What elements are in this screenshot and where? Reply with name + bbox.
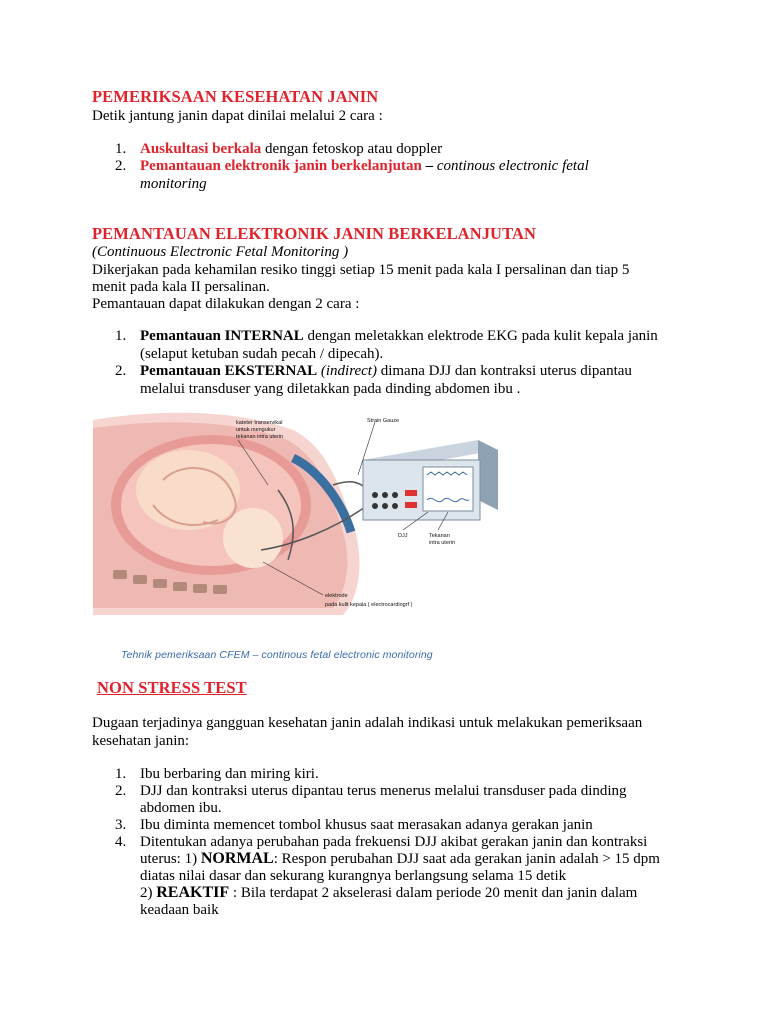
- list-item-continuation: diatas nilai dasar dan sekurang kurangnya berlangsung selama 15 detik: [140, 868, 567, 884]
- list-item-highlight: Auskultasi berkala: [140, 141, 262, 157]
- list-number: 3.: [115, 817, 127, 833]
- list-item: [140, 140, 680, 158]
- list-item-text: dimana DJJ dan kontraksi uterus dipantau: [376, 363, 632, 379]
- section1-intro: Detik jantung janin dapat dinilai melalui 2 cara :: [92, 108, 383, 124]
- label-tekanan: intra uterin: [429, 540, 455, 546]
- label-elektrode: elektrode: [325, 593, 348, 599]
- list-item: Ditentukan adanya perubahan pada frekuensi DJJ akibat gerakan janin dan kontraksi: [140, 834, 648, 850]
- label-strain-gauze: Strain Gauze: [367, 418, 400, 424]
- section-title-pemeriksaan: PEMERIKSAAN KESEHATAN JANIN: [92, 87, 379, 106]
- list-number: 2.: [115, 783, 127, 799]
- list-item-continuation: monitoring: [140, 176, 207, 192]
- list-item-text: dengan meletakkan elektrode EKG pada kulit kepala janin: [303, 328, 658, 344]
- label-catheter: untuk mengukur: [236, 427, 276, 433]
- section2-paragraph: Pemantauan dapat dilakukan dengan 2 cara :: [92, 296, 360, 312]
- list-item: [140, 362, 680, 380]
- list-item-continuation: keadaan baik: [140, 902, 219, 918]
- list-number: 4.: [115, 834, 127, 850]
- list-item-continuation: (selaput ketuban sudah pecah / dipecah).: [140, 346, 384, 362]
- label-djj: DJJ: [398, 533, 408, 539]
- list-number: 1.: [115, 766, 127, 782]
- list-item-continuation: melalui transduser yang diletakkan pada dinding abdomen ibu .: [140, 381, 521, 397]
- figure-caption: Tehnik pemeriksaan CFEM – continous fetal electronic monitoring: [121, 649, 433, 661]
- list-item-highlight: Pemantauan elektronik janin berkelanjutan: [140, 158, 422, 174]
- list-item-continuation: [140, 884, 680, 902]
- list-item-text: : Bila terdapat 2 akselerasi dalam periode 20 menit dan janin dalam: [229, 885, 638, 901]
- list-item: Ibu berbaring dan miring kiri.: [140, 766, 319, 782]
- list-item: DJJ dan kontraksi uterus dipantau terus menerus melalui transduser pada dinding: [140, 783, 627, 799]
- list-item-text: 2): [140, 885, 157, 901]
- list-item-bold: Pemantauan EKSTERNAL: [140, 363, 318, 379]
- list-number: 1.: [115, 141, 127, 157]
- list-item-dash: –: [421, 158, 437, 174]
- label-reaktif: REAKTIF: [156, 884, 230, 901]
- list-item-continuation: abdomen ibu.: [140, 800, 222, 816]
- section-title-nst: NON STRESS TEST: [97, 678, 247, 697]
- list-item: [140, 327, 680, 345]
- list-number: 2.: [115, 363, 127, 379]
- list-item: Ibu diminta memencet tombol khusus saat merasakan adanya gerakan janin: [140, 817, 593, 833]
- label-catheter: tekanan intra uterin: [236, 434, 284, 440]
- section3-intro: kesehatan janin:: [92, 733, 190, 749]
- list-item-italic: continous electronic fetal: [436, 158, 589, 174]
- section2-subtitle: (Continuous Electronic Fetal Monitoring ): [92, 244, 349, 260]
- list-item-text: uterus: 1): [140, 851, 201, 867]
- label-catheter: kateter transervikal: [236, 420, 283, 426]
- list-item-continuation: [140, 850, 680, 868]
- list-item-text: : Respon perubahan DJJ saat ada gerakan janin adalah > 15 dpm: [273, 851, 660, 867]
- list-number: 1.: [115, 328, 127, 344]
- label-normal: NORMAL: [200, 850, 274, 867]
- list-item: [140, 157, 680, 175]
- section3-intro: Dugaan terjadinya gangguan kesehatan janin adalah indikasi untuk melakukan pemeriksaan: [92, 715, 643, 731]
- section2-paragraph: Dikerjakan pada kehamilan resiko tinggi setiap 15 menit pada kala I persalinan dan tiap 5: [92, 262, 630, 278]
- list-item-bold: Pemantauan INTERNAL: [140, 328, 304, 344]
- cfem-illustration: [93, 410, 500, 622]
- list-item-italic: (indirect): [317, 363, 377, 379]
- label-tekanan: Tekanan: [429, 533, 450, 539]
- section2-paragraph: menit pada kala II persalinan.: [92, 279, 270, 295]
- section-title-pemantauan: PEMANTAUAN ELEKTRONIK JANIN BERKELANJUTAN: [92, 224, 536, 243]
- label-elektrode: pada kulit kepala ( electrocardiogrf ): [325, 602, 413, 608]
- list-item-text: dengan fetoskop atau doppler: [261, 141, 443, 157]
- list-number: 2.: [115, 158, 127, 174]
